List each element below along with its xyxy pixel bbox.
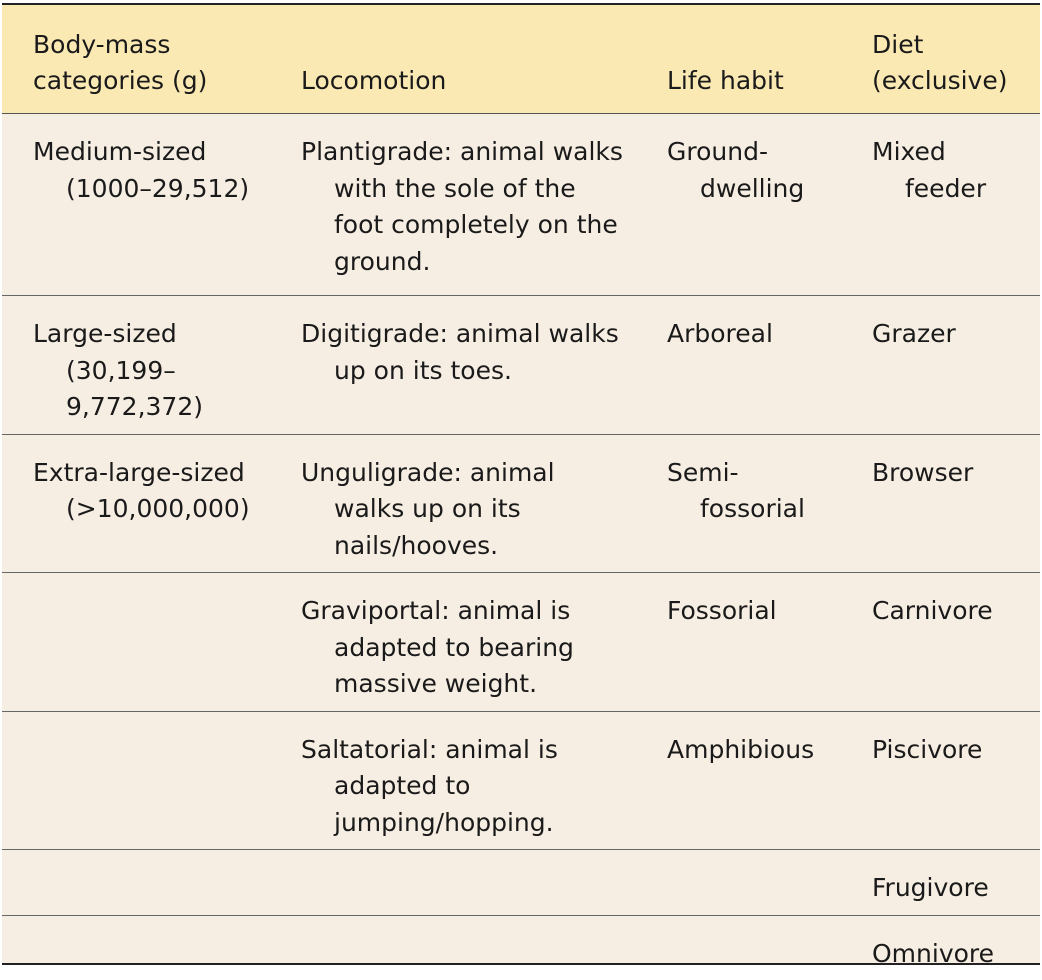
table-row bbox=[2, 915, 1040, 980]
life-habit-cell: Ground-dwelling bbox=[636, 114, 841, 296]
diet-cell: Grazer bbox=[841, 296, 1040, 435]
life-habit-cell: Amphibious bbox=[636, 711, 841, 850]
body-mass-cell: Large-sized (30,199–9,772,372) bbox=[2, 296, 270, 435]
life-habit-cell: Arboreal bbox=[636, 296, 841, 435]
body-mass-cell bbox=[2, 850, 270, 916]
diet-cell: Frugivore bbox=[841, 850, 1040, 916]
body-mass-cell bbox=[2, 915, 270, 980]
life-habit-cell: Semi-fossorial bbox=[636, 434, 841, 573]
diet-cell: Mixed feeder bbox=[841, 114, 1040, 296]
table-row bbox=[2, 434, 1040, 573]
header-body-mass: Body-mass categories (g) bbox=[2, 5, 270, 114]
locomotion-cell bbox=[270, 915, 636, 980]
table-header-row bbox=[2, 5, 1040, 114]
locomotion-cell bbox=[270, 850, 636, 916]
locomotion-cell: Saltatorial: animal is adapted to jumping/hopping. bbox=[270, 711, 636, 850]
data-table bbox=[2, 5, 1040, 980]
body-mass-cell bbox=[2, 573, 270, 712]
locomotion-cell: Graviportal: animal is adapted to bearing massive weight. bbox=[270, 573, 636, 712]
diet-cell: Piscivore bbox=[841, 711, 1040, 850]
body-mass-cell: Medium-sized (1000–29,512) bbox=[2, 114, 270, 296]
header-locomotion: Locomotion bbox=[270, 5, 636, 114]
table-row bbox=[2, 850, 1040, 916]
table-row bbox=[2, 573, 1040, 712]
locomotion-cell: Digitigrade: animal walks up on its toes. bbox=[270, 296, 636, 435]
life-habit-cell bbox=[636, 850, 841, 916]
diet-cell: Carnivore bbox=[841, 573, 1040, 712]
locomotion-cell: Plantigrade: animal walks with the sole of the foot completely on the ground. bbox=[270, 114, 636, 296]
table-row bbox=[2, 114, 1040, 296]
header-life-habit: Life habit bbox=[636, 5, 841, 114]
body-mass-cell: Extra-large-sized (>10,000,000) bbox=[2, 434, 270, 573]
header-diet: Diet (exclusive) bbox=[841, 5, 1040, 114]
diet-cell: Omnivore bbox=[872, 938, 995, 968]
data-table-container bbox=[2, 3, 1040, 968]
life-habit-cell bbox=[636, 915, 841, 980]
table-row bbox=[2, 296, 1040, 435]
body-mass-cell bbox=[2, 711, 270, 850]
life-habit-cell: Fossorial bbox=[636, 573, 841, 712]
table-row bbox=[2, 711, 1040, 850]
locomotion-cell: Unguligrade: animal walks up on its nails/hooves. bbox=[270, 434, 636, 573]
diet-cell: Browser bbox=[841, 434, 1040, 573]
